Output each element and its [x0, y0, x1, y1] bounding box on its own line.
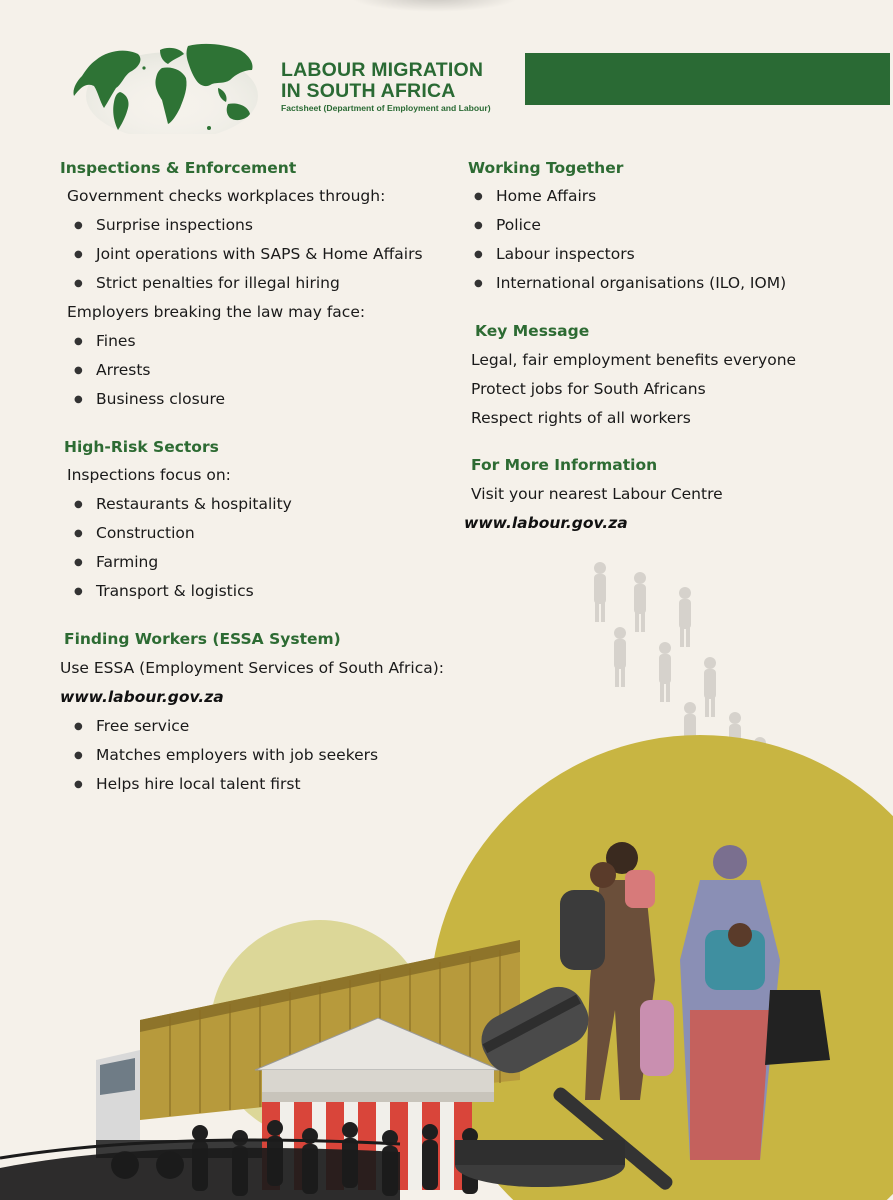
list-item [74, 495, 292, 513]
collage-illustration [0, 540, 893, 1200]
section-title-inspections: Inspections & Enforcement [60, 159, 297, 177]
list-item-text: Matches employers with job seekers [96, 746, 379, 764]
list-item [74, 274, 340, 292]
list-item-text: Joint operations with SAPS & Home Affairs [96, 245, 423, 263]
list-item-text: Surprise inspections [96, 216, 253, 234]
list-item [74, 390, 225, 408]
section-title-high-risk: High-Risk Sectors [64, 438, 219, 456]
list-item [474, 245, 635, 263]
bullet-dot-icon: ● [474, 278, 483, 289]
finding-workers-intro: Use ESSA (Employment Services of South Africa): [60, 659, 444, 677]
list-item-text: Strict penalties for illegal hiring [96, 274, 340, 292]
bullet-dot-icon: ● [74, 365, 83, 376]
header-green-bar [525, 53, 890, 105]
page-subtitle: Factsheet (Department of Employment and Labour) [281, 103, 491, 113]
list-item [74, 332, 136, 350]
list-item-text: Restaurants & hospitality [96, 495, 292, 513]
key-message-line: Legal, fair employment benefits everyone [471, 351, 797, 369]
bullet-dot-icon: ● [74, 779, 83, 790]
list-item [74, 216, 253, 234]
section-title-finding-workers: Finding Workers (ESSA System) [64, 630, 341, 648]
high-risk-intro: Inspections focus on: [67, 466, 231, 484]
list-item-text: Labour inspectors [496, 245, 635, 263]
list-item-text: Fines [96, 332, 136, 350]
bullet-dot-icon: ● [474, 220, 483, 231]
list-item-text: Helps hire local talent first [96, 775, 301, 793]
section-title-more-info: For More Information [471, 456, 658, 474]
section-title-working-together: Working Together [468, 159, 624, 177]
list-item-text: Police [496, 216, 541, 234]
penalties-intro: Employers breaking the law may face: [67, 303, 366, 321]
list-item-text: International organisations (ILO, IOM) [496, 274, 787, 292]
list-item [74, 361, 151, 379]
globe-icon [68, 38, 258, 134]
list-item-text: Farming [96, 553, 159, 571]
bullet-dot-icon: ● [74, 220, 83, 231]
list-item [474, 274, 786, 292]
key-message-line: Respect rights of all workers [471, 409, 691, 427]
bullet-dot-icon: ● [74, 394, 83, 405]
list-item-text: Home Affairs [496, 187, 597, 205]
labour-website-link[interactable]: www.labour.gov.za [464, 514, 628, 532]
bullet-dot-icon: ● [74, 750, 83, 761]
bullet-dot-icon: ● [74, 278, 83, 289]
top-shadow [350, 0, 520, 12]
more-info-line: Visit your nearest Labour Centre [471, 485, 723, 503]
list-item-text: Construction [96, 524, 195, 542]
list-item-text: Arrests [96, 361, 151, 379]
bullet-dot-icon: ● [474, 249, 483, 260]
bullet-dot-icon: ● [74, 586, 83, 597]
list-item-text: Transport & logistics [96, 582, 254, 600]
list-item-text: Business closure [96, 390, 226, 408]
bullet-dot-icon: ● [74, 721, 83, 732]
list-item-text: Free service [96, 717, 190, 735]
list-item [474, 216, 541, 234]
essa-website-link[interactable]: www.labour.gov.za [60, 688, 224, 706]
bullet-dot-icon: ● [74, 557, 83, 568]
inspections-intro: Government checks workplaces through: [67, 187, 386, 205]
bullet-dot-icon: ● [474, 191, 483, 202]
bullet-dot-icon: ● [74, 499, 83, 510]
list-item [474, 187, 596, 205]
key-message-line: Protect jobs for South Africans [471, 380, 706, 398]
bullet-dot-icon: ● [74, 336, 83, 347]
section-title-key-message: Key Message [475, 322, 590, 340]
bullet-dot-icon: ● [74, 528, 83, 539]
bullet-dot-icon: ● [74, 249, 83, 260]
page-title-line-1: LABOUR MIGRATION [281, 59, 484, 81]
page-title-line-2: IN SOUTH AFRICA [281, 80, 456, 102]
title-block [281, 60, 491, 113]
list-item [74, 245, 423, 263]
